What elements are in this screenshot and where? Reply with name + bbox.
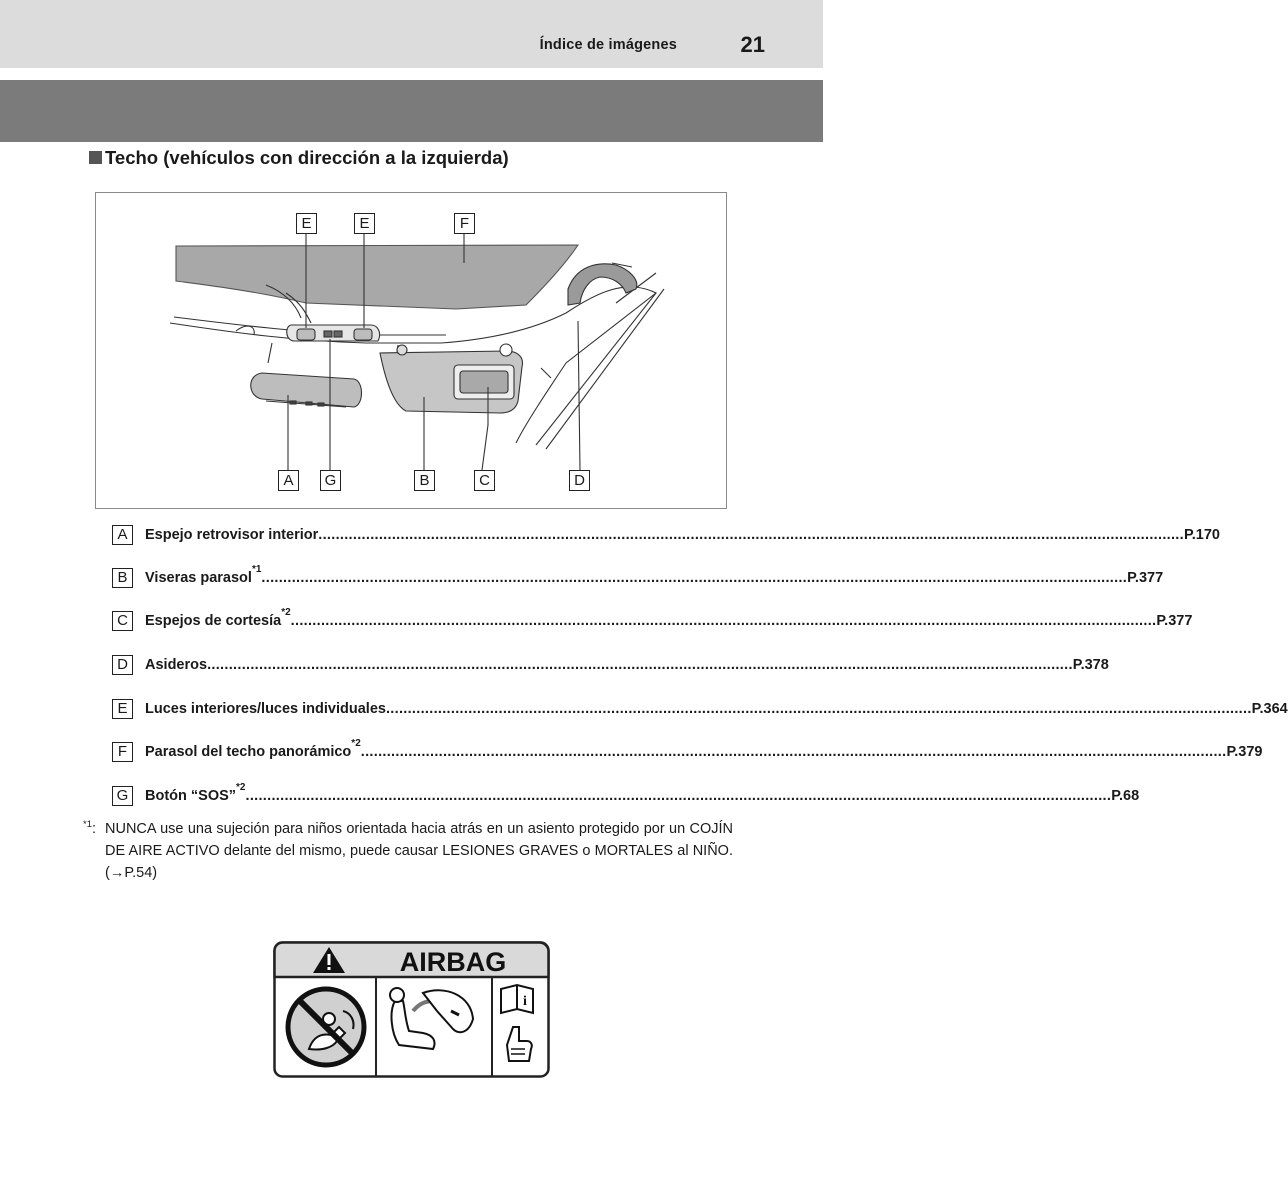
callout-c: C [474,470,495,491]
airbag-warning-label [273,941,550,1078]
list-item[interactable] [112,782,1140,806]
item-label: Viseras parasol [145,570,252,586]
callout-b: B [414,470,435,491]
list-item[interactable] [112,607,1193,631]
leader-dots: ........................................................................................................................................................................................................ [207,657,1073,673]
item-page-ref[interactable]: P.68 [1111,788,1140,804]
item-page-ref[interactable]: P.379 [1226,744,1263,760]
item-key: A [112,525,133,545]
leader-dots: ........................................................................................................................................................................................................ [261,570,1128,586]
item-key: B [112,568,133,588]
page-header [0,0,823,68]
callout-e-right: E [354,213,375,234]
callout-a: A [278,470,299,491]
item-label: Parasol del techo panorámico [145,744,352,760]
page-number: 21 [740,32,765,57]
item-key: G [112,786,133,806]
item-footnote-mark: *1 [251,564,262,575]
item-page-ref[interactable]: P.378 [1072,657,1109,673]
leader-dots: ........................................................................................................................................................................................................ [318,527,1184,543]
callout-d: D [569,470,590,491]
header-band [0,80,823,142]
item-label: Espejos de cortesía [145,613,282,629]
item-label: Espejo retrovisor interior [145,527,319,543]
item-footnote-mark: *2 [236,782,246,793]
list-item[interactable] [112,655,1109,675]
item-page-ref[interactable]: P.170 [1183,527,1220,543]
svg-text:i: i [523,994,527,1009]
no-child-seat-icon [288,989,364,1065]
section-heading-text: Techo (vehículos con dirección a la izquierda) [105,147,509,168]
callout-f: F [454,213,475,234]
leader-dots: ........................................................................................................................................................................................................ [245,788,1112,804]
callout-e-left: E [296,213,317,234]
item-key: F [112,742,133,762]
footnote [83,818,733,884]
roof-illustration [95,192,727,509]
item-key: E [112,699,133,719]
footnote-marker-text: *1 [83,819,92,830]
airbag-title: AIRBAG [399,947,507,977]
item-label: Botón “SOS” [145,788,237,804]
item-page-ref[interactable]: P.377 [1127,570,1164,586]
section-heading [89,147,509,169]
item-key: C [112,611,133,631]
item-footnote-mark: *2 [351,738,361,749]
leader-dots: ........................................................................................................................................................................................................ [385,701,1252,717]
roof-drawing [96,193,728,510]
item-label: Asideros [145,657,208,673]
callout-g: G [320,470,341,491]
item-page-ref[interactable]: P.377 [1156,613,1193,629]
section-title: Índice de imágenes [539,37,677,53]
list-item[interactable] [112,564,1164,588]
leader-dots: ........................................................................................................................................................................................................ [290,613,1157,629]
footnote-marker: $^{*1}$: [83,819,97,837]
list-item[interactable] [112,525,1220,545]
item-page-ref[interactable]: P.364 [1251,701,1288,717]
item-key: D [112,655,133,675]
list-item[interactable] [112,738,1263,762]
item-footnote-mark: *2 [281,607,291,618]
list-item[interactable] [112,699,1288,719]
footnote-text: NUNCA use una sujeción para niños orientada hacia atrás en un asiento protegido por un COJÍN DE AIRE ACTIVO delante del mismo, puede causar LESIONES GRAVES o MORTALES al NIÑO. (→P.54) [105,821,733,881]
item-label: Luces interiores/luces individuales [145,701,386,717]
leader-dots: ........................................................................................................................................................................................................ [360,744,1227,760]
square-bullet-icon [89,151,102,164]
